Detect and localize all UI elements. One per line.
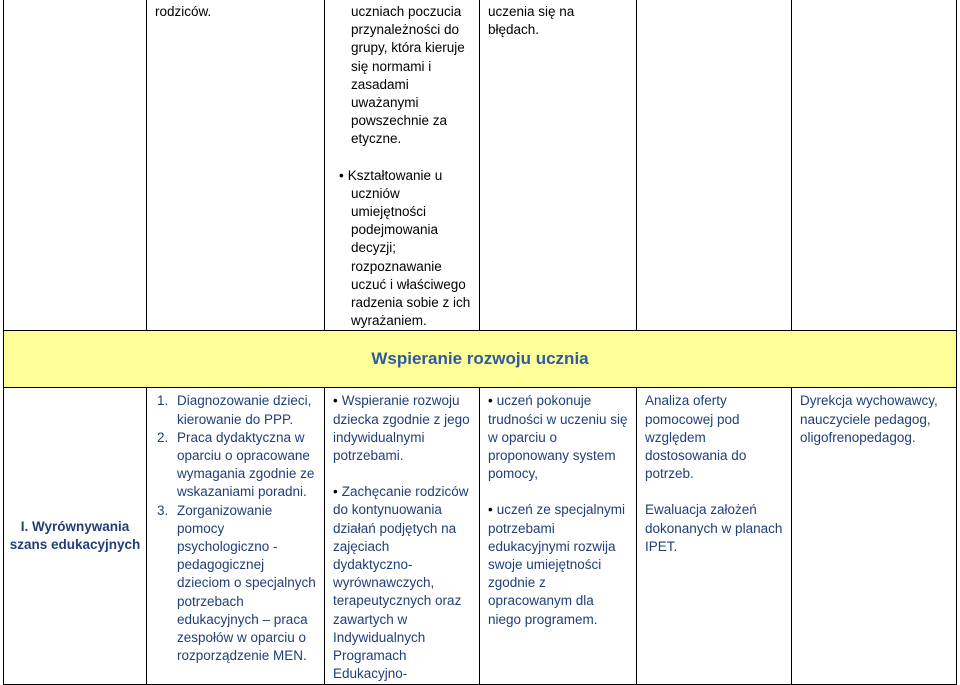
empty-cell (4, 0, 147, 331)
task-list (157, 392, 316, 665)
evaluation-cell (637, 388, 792, 684)
method-cell (325, 0, 480, 331)
responsible-cell (792, 388, 957, 684)
cell-text: Dyrekcja wychowawcy, nauczyciele pedagog, oligofrenopedagog. (800, 393, 938, 445)
cell-text: Ewaluacja założeń dokonanych w planach IPET. (645, 502, 783, 554)
method-cell (325, 388, 480, 684)
bullet-item: • Wspieranie rozwoju dziecka zgodnie z jego indywidualnymi potrzebami. (333, 392, 471, 465)
table-row (4, 0, 957, 331)
empty-cell (792, 0, 957, 331)
task-cell (147, 388, 325, 684)
effect-cell (480, 388, 637, 684)
bullet-item: • uczeń ze specjalnymi potrzebami edukacyjnymi rozwija swoje umiejętności zgodnie z opracowanym dla niego programem. (488, 501, 628, 628)
cell-text: rodziców. (155, 4, 212, 19)
area-label: I. Wyrównywania szans edukacyjnych (4, 388, 147, 684)
section-title: Wspieranie rozwoju ucznia (4, 331, 957, 388)
table-row (4, 331, 957, 388)
list-item: 2. Praca dydaktyczna w oparciu o opracowane wymagania zgodnie ze wskazaniami poradni. (157, 429, 315, 500)
cell-text: uczniach poczucia przynależności do grupy, która kieruje się normami i zasadami uważanymi powszechnie za etyczne. (351, 4, 465, 147)
bullet-item: • Kształtowanie u uczniów umiejętności podejmowania decyzji; rozpoznawanie uczuć i właściwego radzenia sobie z ich wyrażaniem. (339, 167, 471, 331)
cell-text: uczenia się na błędach. (488, 4, 575, 38)
plan-table (3, 0, 957, 685)
list-item: 1. Diagnozowanie dzieci, kierowanie do PPP. (157, 393, 312, 427)
list-item: 3. Zorganizowanie pomocy psychologiczno - pedagogicznej dzieciom o specjalnych potrzebach edukacyjnych – praca zespołów w oparciu o rozporządzenie MEN. (157, 502, 316, 664)
effect-cell (480, 0, 637, 331)
bullet-item: • Zachęcanie rodziców do kontynuowania działań podjętych na zajęciach dydaktyczno-wyrównawczych, terapeutycznych oraz zawartych w Indywidualnych Programach Edukacyjno- (333, 483, 471, 683)
task-cell (147, 0, 325, 331)
cell-text: Analiza oferty pomocowej pod względem dostosowania do potrzeb. (645, 393, 747, 482)
bullet-item: • uczeń pokonuje trudności w uczeniu się w oparciu o proponowany system pomocy, (488, 392, 628, 483)
table-row (4, 388, 957, 684)
empty-cell (637, 0, 792, 331)
